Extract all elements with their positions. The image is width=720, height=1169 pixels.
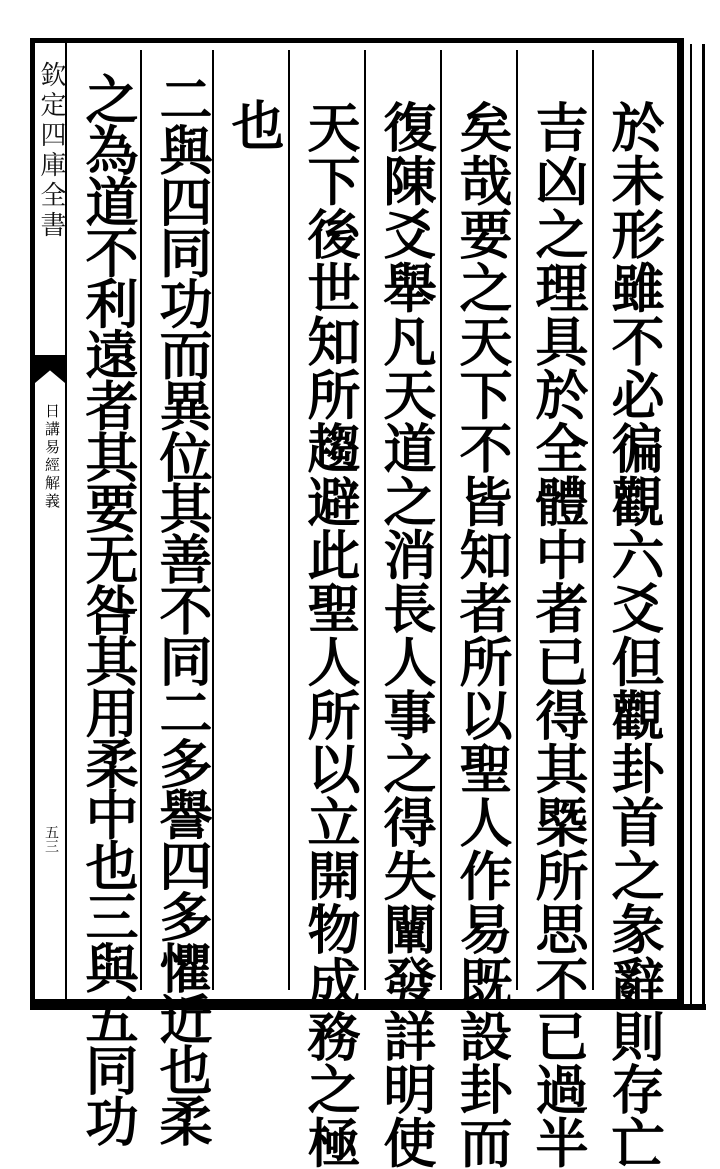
margin-page-number: 五三 — [43, 825, 59, 853]
column-text: 吉凶之理具於全體中者已得其槩所思不已過半 — [527, 100, 589, 1169]
text-column — [292, 50, 368, 1169]
text-column — [520, 50, 596, 1169]
column-text: 也 — [223, 98, 285, 152]
margin-book-title: 日講易經解義 — [43, 403, 61, 511]
fishtail-mark-icon — [35, 355, 65, 383]
text-column — [596, 50, 672, 1169]
text-column — [368, 50, 444, 1169]
column-text: 二與四同功而異位其善不同二多譽四多懼近也柔 — [151, 72, 213, 1146]
column-text: 復陳爻舉凡天道之消長人事之得失闡發詳明使 — [375, 100, 437, 1169]
margin-strip — [35, 43, 67, 999]
column-text: 於未形雖不必徧觀六爻但觀卦首之彖辭則存亡 — [603, 100, 665, 1169]
column-text: 之為道不利遠者其要无咎其用柔中也三與五同功 — [77, 72, 139, 1146]
margin-collection-title: 欽定四庫全書 — [36, 61, 66, 241]
text-column — [144, 50, 220, 1146]
text-column — [70, 50, 146, 1146]
column-text: 天下後世知所趨避此聖人所以立開物成務之極 — [299, 100, 361, 1169]
text-column — [444, 50, 520, 1169]
page-edge-right — [690, 44, 704, 1004]
column-text: 矣哉要之天下不皆知者所以聖人作易既設卦而 — [451, 100, 513, 1169]
text-column — [216, 50, 292, 990]
